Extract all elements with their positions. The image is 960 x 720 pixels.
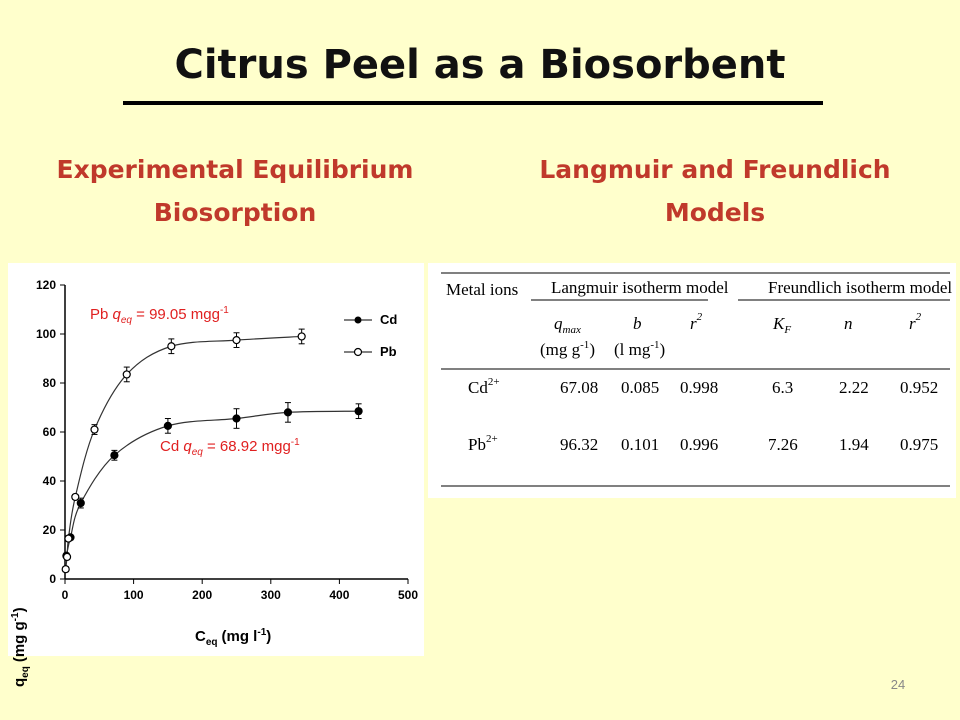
x-tick-label: 400 — [329, 588, 350, 602]
row-pb-ion — [468, 433, 498, 454]
slide-title: Citrus Peel as a Biosorbent — [174, 42, 786, 88]
row-pb-r2-langmuir: 0.996 — [680, 435, 719, 454]
y-axis-label-sub: eq — [20, 666, 31, 678]
data-point-cd — [284, 409, 291, 416]
row-pb-ion-charge: 2+ — [485, 433, 498, 445]
annotation-pb — [90, 305, 229, 326]
header-qmax-unit-text: (mg g — [540, 340, 581, 359]
header-r2-langmuir-var: r — [690, 314, 697, 333]
header-n: n — [844, 314, 853, 333]
table-row — [468, 433, 938, 454]
row-cd-ion-charge: 2+ — [487, 376, 500, 388]
x-axis-label-sub: eq — [205, 637, 218, 648]
series-line-cd — [66, 411, 358, 556]
x-tick-label: 0 — [61, 588, 69, 602]
data-point-pb — [72, 493, 79, 500]
x-axis-label-sup: -1 — [257, 627, 267, 638]
y-axis-label-unit: (mg g — [11, 621, 28, 663]
data-point-cd — [355, 408, 362, 415]
legend-marker-pb — [355, 349, 362, 356]
row-cd-ion-name: Cd — [468, 378, 488, 397]
x-tick-label: 300 — [260, 588, 281, 602]
x-axis-label-unit: (mg l — [221, 628, 258, 645]
header-b-unit-sup: -1 — [650, 339, 660, 351]
header-kf-var: K — [773, 314, 785, 333]
header-b-unit-close: ) — [659, 340, 666, 359]
data-point-cd — [111, 452, 118, 459]
row-cd-ion — [468, 376, 500, 397]
data-point-pb — [91, 426, 98, 433]
data-point-pb — [168, 343, 175, 350]
header-r2-freundlich — [909, 311, 922, 333]
row-pb-b: 0.101 — [621, 435, 660, 454]
row-pb-n: 1.94 — [839, 435, 869, 454]
header-qmax-unit-close: ) — [589, 340, 595, 359]
row-pb-qmax: 96.32 — [560, 435, 599, 454]
annotation-pb-var: q — [112, 306, 121, 323]
annotation-cd-value: = 68.92 mgg — [202, 438, 291, 455]
data-point-pb — [62, 566, 69, 573]
row-pb-r2-freundlich: 0.975 — [900, 435, 939, 454]
annotation-pb-sub: eq — [120, 315, 132, 326]
header-qmax-unit — [540, 339, 595, 359]
isotherm-chart-svg — [8, 263, 424, 687]
data-point-pb — [233, 337, 240, 344]
isotherm-table-svg — [428, 263, 956, 498]
table-row — [468, 376, 938, 397]
y-tick-label: 0 — [49, 572, 56, 586]
data-point-cd — [164, 422, 171, 429]
y-axis-label-var: q — [11, 677, 28, 687]
header-b: b — [633, 314, 642, 333]
isotherm-chart — [8, 263, 424, 687]
header-kf-sub: F — [784, 324, 792, 336]
y-tick-label: 20 — [42, 523, 56, 537]
x-axis-label-var: C — [195, 628, 206, 645]
annotation-cd-var: q — [183, 438, 192, 455]
header-kf — [772, 314, 791, 336]
y-axis-label — [10, 607, 31, 687]
y-tick-label: 80 — [42, 376, 56, 390]
data-point-pb — [64, 553, 71, 560]
x-axis-label-close: ) — [266, 628, 272, 645]
header-qmax-sub: max — [562, 324, 581, 336]
isotherm-parameters-table — [428, 263, 956, 498]
header-freundlich: Freundlich isotherm model — [768, 278, 953, 297]
annotation-pb-sup: -1 — [219, 305, 229, 316]
header-qmax-unit-sup: -1 — [580, 339, 590, 351]
page-number: 24 — [890, 677, 906, 692]
annotation-cd-sub: eq — [191, 447, 203, 458]
x-tick-label: 100 — [123, 588, 144, 602]
header-r2-freundlich-sup: 2 — [915, 311, 922, 323]
data-point-cd — [233, 415, 240, 422]
row-pb-kf: 7.26 — [768, 435, 798, 454]
row-pb-ion-name: Pb — [468, 435, 486, 454]
title-underline — [123, 101, 823, 105]
x-tick-label: 500 — [397, 588, 419, 602]
annotation-cd-prefix: Cd — [160, 438, 184, 455]
data-point-pb — [298, 333, 305, 340]
header-qmax — [554, 314, 581, 336]
annotation-cd-sup: -1 — [290, 437, 300, 448]
y-tick-label: 120 — [35, 278, 56, 292]
header-b-unit — [614, 339, 665, 359]
data-point-pb — [123, 371, 130, 378]
row-cd-qmax: 67.08 — [560, 378, 599, 397]
annotation-pb-value: = 99.05 mgg — [131, 306, 220, 323]
row-cd-r2-freundlich: 0.952 — [900, 378, 939, 397]
header-r2-langmuir-sup: 2 — [696, 311, 703, 323]
y-axis-label-close: ) — [11, 607, 28, 613]
header-r2-langmuir — [690, 311, 703, 333]
header-qmax-var: q — [554, 314, 563, 333]
row-cd-kf: 6.3 — [772, 378, 794, 397]
header-b-unit-text: (l mg — [614, 340, 651, 359]
header-langmuir: Langmuir isotherm model — [551, 278, 729, 297]
y-tick-label: 100 — [35, 327, 56, 341]
left-heading: Experimental Equilibrium Biosorption — [56, 155, 414, 227]
row-cd-n: 2.22 — [839, 378, 869, 397]
legend-label-cd: Cd — [380, 312, 398, 327]
annotation-pb-prefix: Pb — [90, 306, 113, 323]
data-point-pb — [65, 535, 72, 542]
y-tick-label: 40 — [42, 474, 56, 488]
y-axis-label-sup: -1 — [10, 612, 21, 622]
legend-marker-cd — [355, 317, 362, 324]
y-tick-label: 60 — [42, 425, 56, 439]
legend-label-pb: Pb — [380, 344, 397, 359]
header-r2-freundlich-var: r — [909, 314, 916, 333]
x-axis-label — [195, 627, 271, 648]
header-metal-ions: Metal ions — [446, 280, 519, 299]
annotation-cd — [160, 437, 300, 458]
x-tick-label: 200 — [192, 588, 213, 602]
chart-legend — [344, 312, 397, 359]
row-cd-b: 0.085 — [621, 378, 660, 397]
data-point-cd — [77, 500, 84, 507]
row-cd-r2-langmuir: 0.998 — [680, 378, 719, 397]
right-heading: Langmuir and Freundlich Models — [539, 155, 891, 227]
